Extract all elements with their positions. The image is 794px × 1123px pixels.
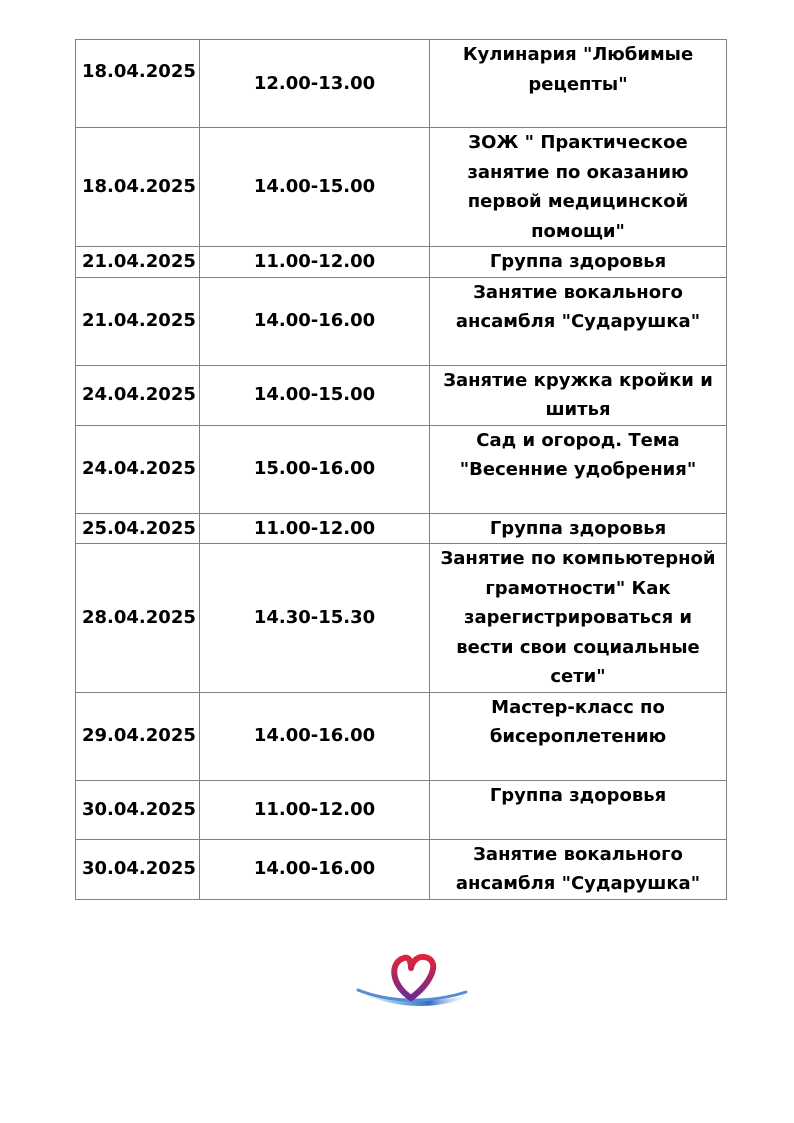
- date-cell: 24.04.2025: [76, 365, 200, 425]
- time-cell: 14.00-16.00: [200, 277, 430, 365]
- time-cell: 14.00-16.00: [200, 839, 430, 899]
- activity-cell: Мастер-класс по бисероплетению: [430, 692, 727, 780]
- time-cell: 14.00-16.00: [200, 692, 430, 780]
- table-row: [76, 513, 727, 544]
- activity-cell: Занятие кружка кройки и шитья: [430, 365, 727, 425]
- date-cell: 28.04.2025: [76, 544, 200, 693]
- activity-cell: ЗОЖ " Практическое занятие по оказанию первой медицинской помощи": [430, 128, 727, 247]
- date-cell: 21.04.2025: [76, 277, 200, 365]
- activity-cell: Занятие по компьютерной грамотности" Как зарегистрироваться и вести свои социальные сети": [430, 544, 727, 693]
- activity-cell: Группа здоровья: [430, 780, 727, 839]
- date-cell: 18.04.2025: [76, 128, 200, 247]
- activity-cell: Группа здоровья: [430, 247, 727, 278]
- time-cell: 11.00-12.00: [200, 247, 430, 278]
- activity-cell: Занятие вокального ансамбля "Сударушка": [430, 839, 727, 899]
- table-row: [76, 40, 727, 128]
- time-cell: 12.00-13.00: [200, 40, 430, 128]
- date-cell: 21.04.2025: [76, 247, 200, 278]
- table-row: [76, 277, 727, 365]
- heart-ribbon-icon: [348, 950, 474, 1012]
- date-cell: 18.04.2025: [76, 40, 200, 128]
- table-row: [76, 780, 727, 839]
- date-cell: 29.04.2025: [76, 692, 200, 780]
- date-cell: 24.04.2025: [76, 425, 200, 513]
- time-cell: 11.00-12.00: [200, 513, 430, 544]
- table-row: [76, 128, 727, 247]
- time-cell: 11.00-12.00: [200, 780, 430, 839]
- activity-cell: Кулинария "Любимые рецепты": [430, 40, 727, 128]
- activity-cell: Сад и огород. Тема "Весенние удобрения": [430, 425, 727, 513]
- date-cell: 30.04.2025: [76, 839, 200, 899]
- table-row: [76, 692, 727, 780]
- time-cell: 14.00-15.00: [200, 365, 430, 425]
- time-cell: 14.00-15.00: [200, 128, 430, 247]
- time-cell: 14.30-15.30: [200, 544, 430, 693]
- table-row: [76, 247, 727, 278]
- table-row: [76, 425, 727, 513]
- schedule-table: [75, 39, 727, 900]
- date-cell: 25.04.2025: [76, 513, 200, 544]
- date-cell: 30.04.2025: [76, 780, 200, 839]
- activity-cell: Занятие вокального ансамбля "Сударушка": [430, 277, 727, 365]
- time-cell: 15.00-16.00: [200, 425, 430, 513]
- table-row: [76, 839, 727, 899]
- table-row: [76, 365, 727, 425]
- table-row: [76, 544, 727, 693]
- activity-cell: Группа здоровья: [430, 513, 727, 544]
